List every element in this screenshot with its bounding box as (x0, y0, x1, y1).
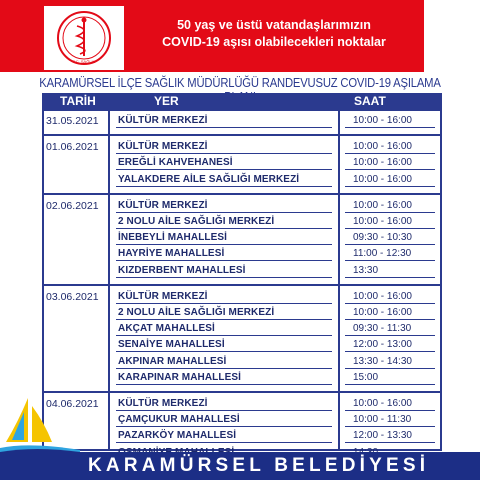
svg-text:T.C. SAĞLIK: T.C. SAĞLIK (72, 59, 96, 64)
row-place: KÜLTÜR MERKEZİ (116, 199, 332, 213)
row-time: 12:00 - 13:30 (345, 429, 435, 443)
row-place: ÇAMÇUKUR MAHALLESİ (116, 413, 332, 427)
row-time: 13:30 (345, 264, 435, 278)
row-date: 31.05.2021 (46, 115, 99, 127)
row-place: KÜLTÜR MERKEZİ (116, 397, 332, 411)
row-place: İNEBEYLİ MAHALLESİ (116, 231, 332, 245)
row-time: 10:00 - 16:00 (345, 306, 435, 320)
row-date: 04.06.2021 (46, 398, 99, 410)
row-time: 15:00 (345, 371, 435, 385)
row-date: 03.06.2021 (46, 290, 99, 303)
banner-side-strip (424, 0, 480, 72)
group-divider (42, 193, 442, 195)
row-time: 10:00 - 16:00 (345, 114, 435, 128)
row-time: 13:30 - 14:30 (345, 355, 435, 369)
row-place: AKPINAR MAHALLESİ (116, 355, 332, 369)
row-time: 10:00 - 16:00 (345, 215, 435, 229)
row-place: EREĞLİ KAHVEHANESİ (116, 156, 332, 170)
headline (124, 8, 424, 64)
row-place: KARAPINAR MAHALLESİ (116, 371, 332, 385)
row-time: 10:00 - 11:30 (345, 413, 435, 427)
row-place: 2 NOLU AİLE SAĞLIĞI MERKEZİ (116, 306, 332, 320)
row-time: 10:00 - 16:00 (345, 199, 435, 213)
row-place: AKÇAT MAHALLESİ (116, 322, 332, 336)
plan-title: KARAMÜRSEL İLÇE SAĞLIK MÜDÜRLÜĞÜ RANDEVUSUZ COVID-19 AŞILAMA (39, 76, 441, 90)
row-time: 10:00 - 16:00 (345, 140, 435, 154)
row-place: PAZARKÖY MAHALLESİ (116, 429, 332, 443)
row-place: KIZDERBENT MAHALLESİ (116, 264, 332, 278)
row-place: YALAKDERE AİLE SAĞLIĞI MERKEZİ (116, 173, 332, 187)
row-time: 09:30 - 10:30 (345, 231, 435, 245)
row-date: 01.06.2021 (46, 141, 99, 154)
ministry-emblem-icon (44, 6, 124, 70)
group-divider (42, 284, 442, 286)
headline-line-2: COVID-19 aşısı olabilecekleri noktalar (162, 35, 386, 49)
footer-municipality-name: KARAMÜRSEL BELEDİYESİ (88, 455, 430, 476)
row-place: 2 NOLU AİLE SAĞLIĞI MERKEZİ (116, 215, 332, 229)
row-time: 10:00 - 16:00 (345, 173, 435, 187)
row-time: 11:00 - 12:30 (345, 247, 435, 261)
column-divider (338, 93, 340, 451)
row-place: HAYRİYE MAHALLESİ (116, 247, 332, 261)
row-date: 02.06.2021 (46, 199, 99, 212)
group-divider (42, 391, 442, 393)
row-time: 09:30 - 11:30 (345, 322, 435, 336)
row-time: 10:00 - 16:00 (345, 156, 435, 170)
row-time: 10:00 - 16:00 (345, 290, 435, 304)
header-time: SAAT (354, 94, 386, 108)
row-place: KÜLTÜR MERKEZİ (116, 114, 332, 128)
row-time: 12:00 - 13:00 (345, 338, 435, 352)
row-place: KÜLTÜR MERKEZİ (116, 290, 332, 304)
column-divider (108, 93, 110, 451)
row-place: KÜLTÜR MERKEZİ (116, 140, 332, 154)
header-date: TARİH (60, 94, 96, 108)
row-time: 10:00 - 16:00 (345, 397, 435, 411)
row-place: SENAİYE MAHALLESİ (116, 338, 332, 352)
table-header (42, 93, 442, 111)
headline-line-1: 50 yaş ve üstü vatandaşlarımızın (177, 18, 371, 32)
sailboat-logo-icon (0, 392, 80, 454)
group-divider (42, 134, 442, 136)
header-place: YER (154, 94, 179, 108)
